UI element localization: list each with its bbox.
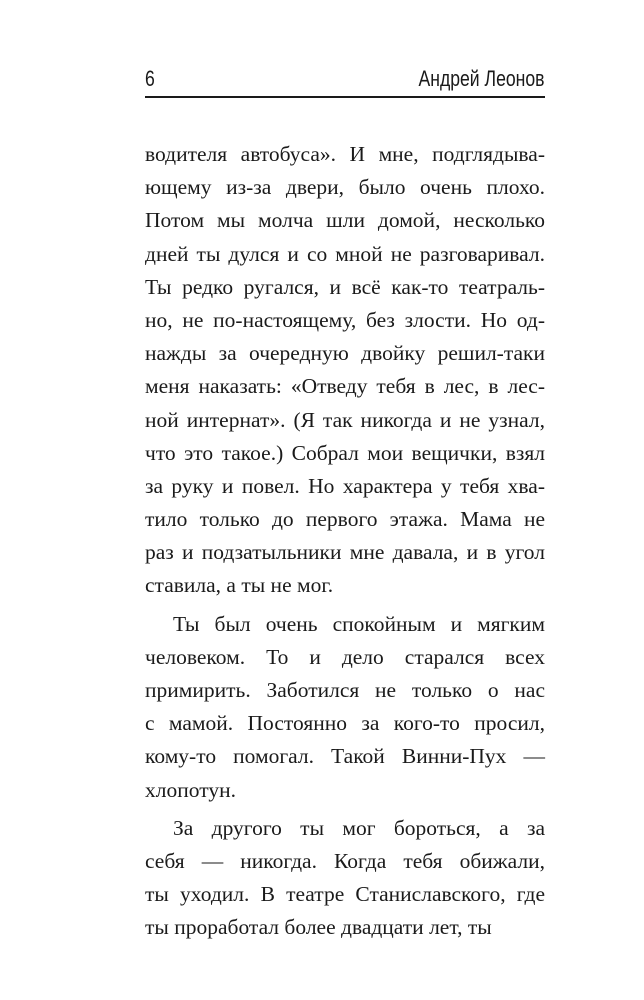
text-line: себя — никогда. Когда тебя обижали, — [145, 848, 545, 873]
text-line: Потом мы молча шли домой, несколько — [145, 208, 545, 233]
page-number: 6 — [145, 66, 155, 91]
text-line: За другого ты мог бороться, а за — [173, 815, 545, 840]
running-header — [145, 62, 545, 98]
text-line: человеком. То и дело старался всех — [145, 644, 545, 669]
text-line: нажды за очередную двойку решил-таки — [145, 341, 545, 366]
text-line: за руку и повел. Но характера у тебя хва- — [145, 473, 545, 498]
text-line: дней ты дулся и со мной не разговаривал. — [145, 241, 545, 266]
text-line: тило только до первого этажа. Мама не — [145, 507, 545, 532]
text-line: ставила, а ты не мог. — [145, 573, 334, 598]
text-line: хлопотун. — [145, 777, 236, 802]
text-line: водителя автобуса». И мне, подглядыва- — [145, 142, 545, 166]
text-line: меня наказать: «Отведу тебя в лес, в лес- — [145, 374, 545, 399]
text-line: с мамой. Постоянно за кого-то просил, — [145, 711, 545, 736]
text-line: но, не по-настоящему, без злости. Но од- — [145, 307, 545, 332]
text-line: что это такое.) Собрал мои вещички, взял — [145, 440, 545, 465]
paragraph — [145, 812, 545, 945]
text-line: ты проработал более двадцати лет, ты — [145, 915, 492, 940]
text-line: ты уходил. В театре Станиславского, где — [145, 882, 545, 907]
text-line: Ты редко ругался, и всё как-то театраль- — [145, 274, 545, 299]
author-name: Андрей Леонов — [418, 66, 545, 91]
text-line: ющему из-за двери, было очень плохо. — [145, 175, 545, 200]
body-text — [145, 138, 545, 945]
text-line: примирить. Заботился не только о нас — [145, 678, 545, 702]
text-line: Ты был очень спокойным и мягким — [173, 611, 545, 636]
text-line: кому-то помогал. Такой Винни-Пух — — [145, 744, 545, 769]
paragraph — [145, 608, 545, 807]
text-line: ной интернат». (Я так никогда и не узнал, — [145, 407, 545, 432]
text-line: раз и подзатыльники мне давала, и в угол — [145, 540, 545, 565]
paragraph — [145, 138, 545, 603]
